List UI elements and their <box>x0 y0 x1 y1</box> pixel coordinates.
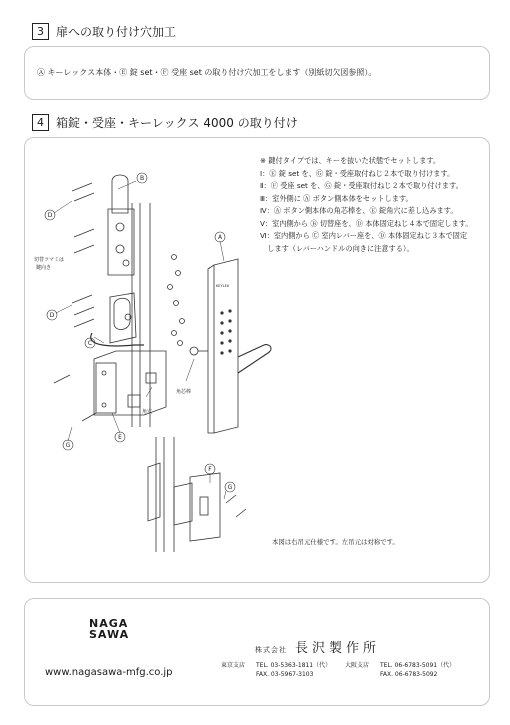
branch-fax: FAX. 03-5967-3103 <box>256 671 314 678</box>
branch-tel: TEL. 03-5363-1811（代） <box>256 662 332 669</box>
section-3-header <box>32 23 176 40</box>
switch-plate-part <box>108 175 134 275</box>
section-3-text: Ⓐ キーレックス本体・Ⓔ 錠 set・Ⓕ 受座 set の取り付け穴加工をします（別紙切欠図参照）。 <box>37 68 377 77</box>
branch-fax: FAX. 06-6783-5092 <box>380 671 438 678</box>
company-title: 長沢製作所 <box>295 641 381 656</box>
label-a: A <box>217 234 223 241</box>
door-holes <box>168 255 185 346</box>
knob-note-line2: 鍵向き <box>36 265 52 271</box>
lock-case-part <box>94 351 166 415</box>
label-b: B <box>139 175 145 182</box>
company-logo <box>89 618 129 640</box>
section-number: 3 <box>32 23 49 40</box>
note-line: します（レバーハンドルの向きに注意する）。 <box>260 243 414 253</box>
osaka-branch <box>345 661 455 679</box>
label-e: E <box>118 434 122 441</box>
note-line: Ⅵ：室内側から Ⓒ 室内レバー座を、Ⓓ 本体固定ねじ３本で固定 <box>260 231 468 240</box>
footer-panel <box>24 598 490 706</box>
section-4-header <box>32 114 298 131</box>
company-name <box>255 637 380 656</box>
section-title: 扉への取り付け穴加工 <box>56 25 177 39</box>
section-3-panel <box>24 46 490 100</box>
note-line: Ⅴ：室内側から Ⓑ 切替座を、Ⓓ 本体固定ねじ４本で固定します。 <box>260 218 473 228</box>
square-hole-label: 角穴 <box>142 409 153 415</box>
note-line: ※ 鍵付タイプでは、キーを抜いた状態でセットします。 <box>260 156 441 165</box>
indoor-lever-plate-part <box>91 293 144 346</box>
label-f: F <box>208 466 212 473</box>
note-line: Ⅰ：Ⓔ 錠 set を、Ⓖ 錠・受座取付ねじ２本で取り付けます。 <box>260 168 455 178</box>
diagram-caption: 本図は右吊元仕様です。左吊元は対称です。 <box>272 538 399 546</box>
tokyo-branch <box>221 661 331 679</box>
note-line: Ⅲ：室外側に Ⓐ ボタン側本体をセットします。 <box>260 193 413 203</box>
label-d: D <box>49 312 55 319</box>
branch-name: 大阪支店 <box>345 662 370 669</box>
logo-line: SAWA <box>89 628 130 641</box>
keylex-body-part <box>190 259 271 433</box>
label-g: G <box>65 442 71 449</box>
screws-d <box>72 183 94 327</box>
section-number: 4 <box>32 114 49 131</box>
knob-note-line1: 切替ツマミは <box>34 257 65 263</box>
branch-name: 東京支店 <box>221 662 246 669</box>
instruction-notes <box>260 155 492 255</box>
label-g: G <box>227 484 233 491</box>
company-prefix: 株式会社 <box>255 646 287 654</box>
website-link[interactable]: www.nagasawa-mfg.co.jp <box>45 667 173 678</box>
branch-tel: TEL. 06-6783-5091（代） <box>380 662 456 669</box>
strike-set-part <box>148 463 220 541</box>
label-c: C <box>87 340 93 347</box>
label-d: D <box>47 212 53 219</box>
brand-mark: KEYLEX <box>216 284 230 288</box>
logo-line: NAGA <box>89 617 129 630</box>
note-line: Ⅱ：Ⓕ 受座 set を、Ⓖ 錠・受座取付ねじ２本で取り付けます。 <box>260 181 463 190</box>
square-rod-label: 角芯棒 <box>176 389 192 395</box>
note-line: Ⅳ：Ⓐ ボタン側本体の角芯棒を、Ⓔ 錠角穴に差し込みます。 <box>260 206 458 215</box>
section-title: 箱錠・受座・キーレックス 4000 の取り付け <box>56 116 298 130</box>
